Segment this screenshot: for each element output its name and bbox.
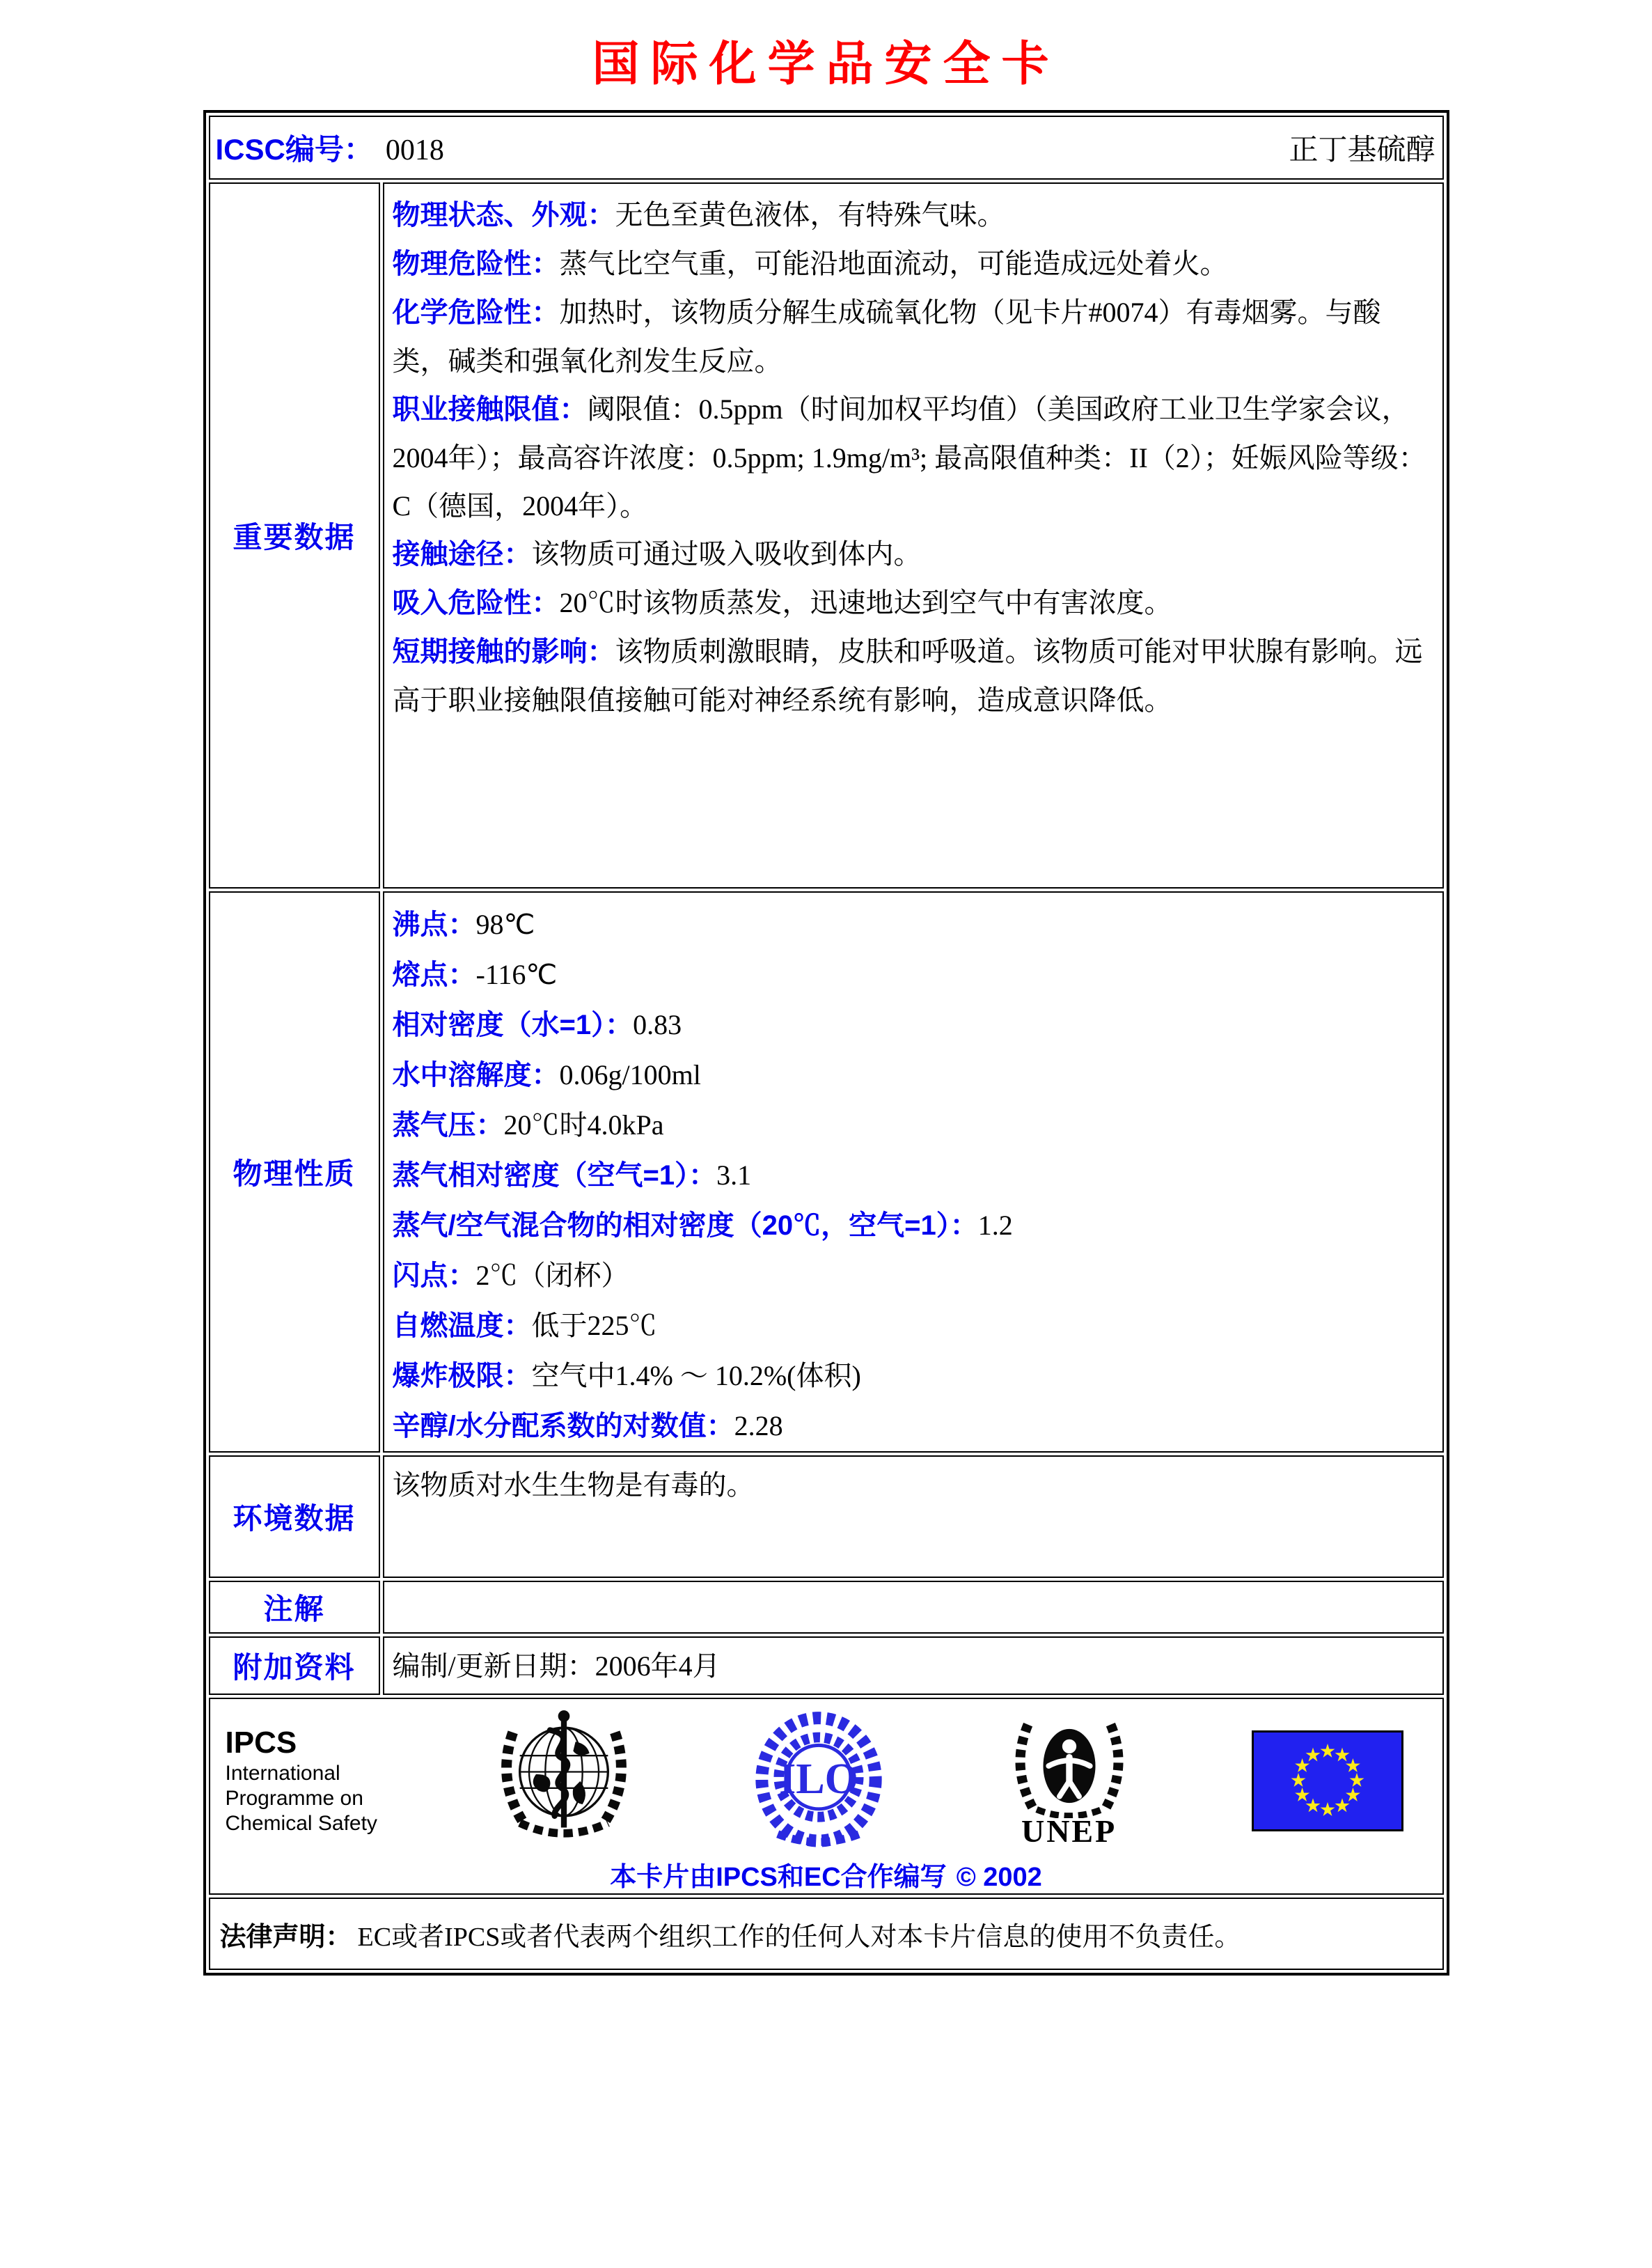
property-value: 2.28 bbox=[734, 1410, 783, 1441]
property-line bbox=[393, 1050, 1431, 1100]
property-line bbox=[393, 900, 1431, 950]
data-line-key: 职业接触限值： bbox=[392, 394, 588, 425]
icsc-number-value: 0018 bbox=[385, 134, 444, 166]
data-line-key: 接触途径： bbox=[392, 539, 532, 570]
property-key: 辛醇/水分配系数的对数值： bbox=[392, 1411, 734, 1441]
property-line bbox=[393, 1351, 1431, 1401]
property-key: 自燃温度： bbox=[392, 1311, 532, 1341]
unep-emblem-icon bbox=[1004, 1714, 1135, 1818]
property-key: 蒸气相对密度（空气=1）： bbox=[392, 1160, 717, 1191]
unep-logo-block bbox=[1004, 1714, 1135, 1847]
data-line-text: 蒸气比空气重，可能沿地面流动，可能造成远处着火。 bbox=[559, 248, 1228, 279]
caption-text: 本卡片由IPCS和EC合作编写 bbox=[610, 1863, 947, 1892]
important-data-content bbox=[383, 182, 1444, 889]
data-line bbox=[393, 288, 1431, 385]
data-line-key: 吸入危险性： bbox=[392, 588, 560, 618]
data-line-key: 物理状态、外观： bbox=[392, 200, 615, 230]
icsc-number-group bbox=[216, 127, 444, 169]
eu-flag-icon bbox=[1252, 1730, 1403, 1831]
data-line-text: 该物质刺激眼睛，皮肤和呼吸道。该物质可能对甲状腺有影响。远高于职业接触限值接触可能对神经系统有影响，造成意识降低。 bbox=[392, 636, 1423, 716]
data-line-key: 化学危险性： bbox=[392, 297, 560, 328]
footer-row bbox=[209, 1698, 1444, 1895]
header-cell bbox=[209, 116, 1444, 180]
property-value: 98℃ bbox=[475, 909, 535, 940]
additional-info-row bbox=[209, 1636, 1444, 1695]
ipcs-line: Programme on bbox=[225, 1787, 363, 1810]
data-line-text: 20℃时该物质蒸发，迅速地达到空气中有害浓度。 bbox=[559, 587, 1172, 618]
unep-label: UNEP bbox=[1021, 1813, 1117, 1849]
property-value: -116℃ bbox=[475, 959, 558, 990]
legal-label: 法律声明： bbox=[219, 1922, 352, 1952]
property-key: 水中溶解度： bbox=[392, 1060, 560, 1090]
section-label-important-data: 重要数据 bbox=[209, 182, 380, 889]
property-value: 20℃时4.0kPa bbox=[503, 1109, 664, 1141]
property-value: 低于225℃ bbox=[531, 1310, 657, 1341]
property-line bbox=[393, 1401, 1431, 1451]
notes-row bbox=[209, 1581, 1444, 1634]
property-value: 空气中1.4% ～ 10.2%(体积) bbox=[531, 1360, 861, 1391]
property-line bbox=[393, 1150, 1431, 1201]
section-label-physical-properties: 物理性质 bbox=[209, 891, 380, 1453]
footer-caption bbox=[210, 1855, 1442, 1893]
page-title: 国际化学品安全卡 bbox=[592, 38, 1060, 91]
who-emblem-icon bbox=[494, 1707, 634, 1854]
chemical-name: 正丁基硫醇 bbox=[1289, 134, 1435, 166]
physical-properties-row bbox=[209, 891, 1444, 1453]
ipcs-line: Chemical Safety bbox=[225, 1812, 377, 1835]
section-label-environmental-data: 环境数据 bbox=[209, 1455, 380, 1578]
property-line bbox=[393, 1000, 1431, 1050]
footer-cell bbox=[209, 1698, 1444, 1895]
property-value: 1.2 bbox=[977, 1210, 1013, 1241]
data-line-key: 短期接触的影响： bbox=[392, 636, 615, 667]
header-row bbox=[209, 116, 1444, 180]
ipcs-line: International bbox=[225, 1762, 340, 1785]
physical-properties-content bbox=[383, 891, 1444, 1453]
property-value: 0.83 bbox=[633, 1009, 682, 1040]
data-line-text: 该物质可通过吸入吸收到体内。 bbox=[531, 538, 922, 570]
property-value: 3.1 bbox=[716, 1159, 752, 1191]
property-key: 熔点： bbox=[392, 960, 476, 990]
icsc-number-label: ICSC编号： bbox=[215, 133, 373, 166]
property-line bbox=[393, 1201, 1431, 1251]
data-line-key: 物理危险性： bbox=[392, 249, 560, 279]
data-line-text: 阈限值：0.5ppm（时间加权平均值）（美国政府工业卫生学家会议，2004年）；最高容许浓度：0.5ppm; 1.9mg/m³; 最高限值种类：II（2）；妊娠风险等级：C（德国，2004年）。 bbox=[392, 393, 1426, 522]
data-line-text: 无色至黄色液体，有特殊气味。 bbox=[615, 199, 1005, 230]
property-key: 蒸气/空气混合物的相对密度（20℃，空气=1）： bbox=[392, 1210, 978, 1241]
property-value: 0.06g/100ml bbox=[559, 1059, 701, 1090]
property-key: 蒸气压： bbox=[392, 1110, 504, 1141]
icsc-card-table bbox=[203, 110, 1449, 1976]
ilo-emblem-icon bbox=[750, 1711, 887, 1850]
property-key: 相对密度（水=1）： bbox=[392, 1010, 634, 1040]
property-line bbox=[393, 950, 1431, 1000]
additional-info-content: 编制/更新日期：2006年4月 bbox=[383, 1636, 1444, 1695]
environmental-data-row bbox=[209, 1455, 1444, 1578]
property-key: 爆炸极限： bbox=[392, 1361, 532, 1391]
data-line bbox=[393, 530, 1431, 579]
legal-cell bbox=[209, 1898, 1444, 1970]
section-label-notes: 注解 bbox=[209, 1581, 380, 1634]
property-key: 闪点： bbox=[392, 1260, 476, 1291]
legal-row bbox=[209, 1898, 1444, 1970]
ipcs-acronym: IPCS bbox=[225, 1726, 297, 1760]
data-line bbox=[393, 240, 1431, 288]
property-key: 沸点： bbox=[392, 909, 476, 940]
data-line bbox=[393, 385, 1431, 530]
property-value: 2℃（闭杯） bbox=[475, 1260, 629, 1291]
important-data-row bbox=[209, 182, 1444, 889]
property-line bbox=[393, 1301, 1431, 1351]
section-label-additional-info: 附加资料 bbox=[209, 1636, 380, 1695]
data-line bbox=[393, 627, 1431, 724]
legal-text: EC或者IPCS或者代表两个组织工作的任何人对本卡片信息的使用不负责任。 bbox=[357, 1922, 1241, 1952]
copyright-text: © 2002 bbox=[956, 1863, 1042, 1892]
ilo-letters: ILO bbox=[778, 1755, 858, 1803]
data-line bbox=[393, 191, 1431, 240]
data-line-text: 加热时，该物质分解生成硫氧化物（见卡片#0074）有毒烟雾。与酸类，碱类和强氧化剂发生反应。 bbox=[392, 297, 1381, 377]
environmental-data-content: 该物质对水生生物是有毒的。 bbox=[383, 1455, 1444, 1578]
ipcs-text-block bbox=[226, 1725, 377, 1836]
property-line bbox=[393, 1251, 1431, 1301]
property-line bbox=[393, 1100, 1431, 1150]
data-line bbox=[393, 579, 1431, 627]
notes-content bbox=[383, 1581, 1444, 1634]
